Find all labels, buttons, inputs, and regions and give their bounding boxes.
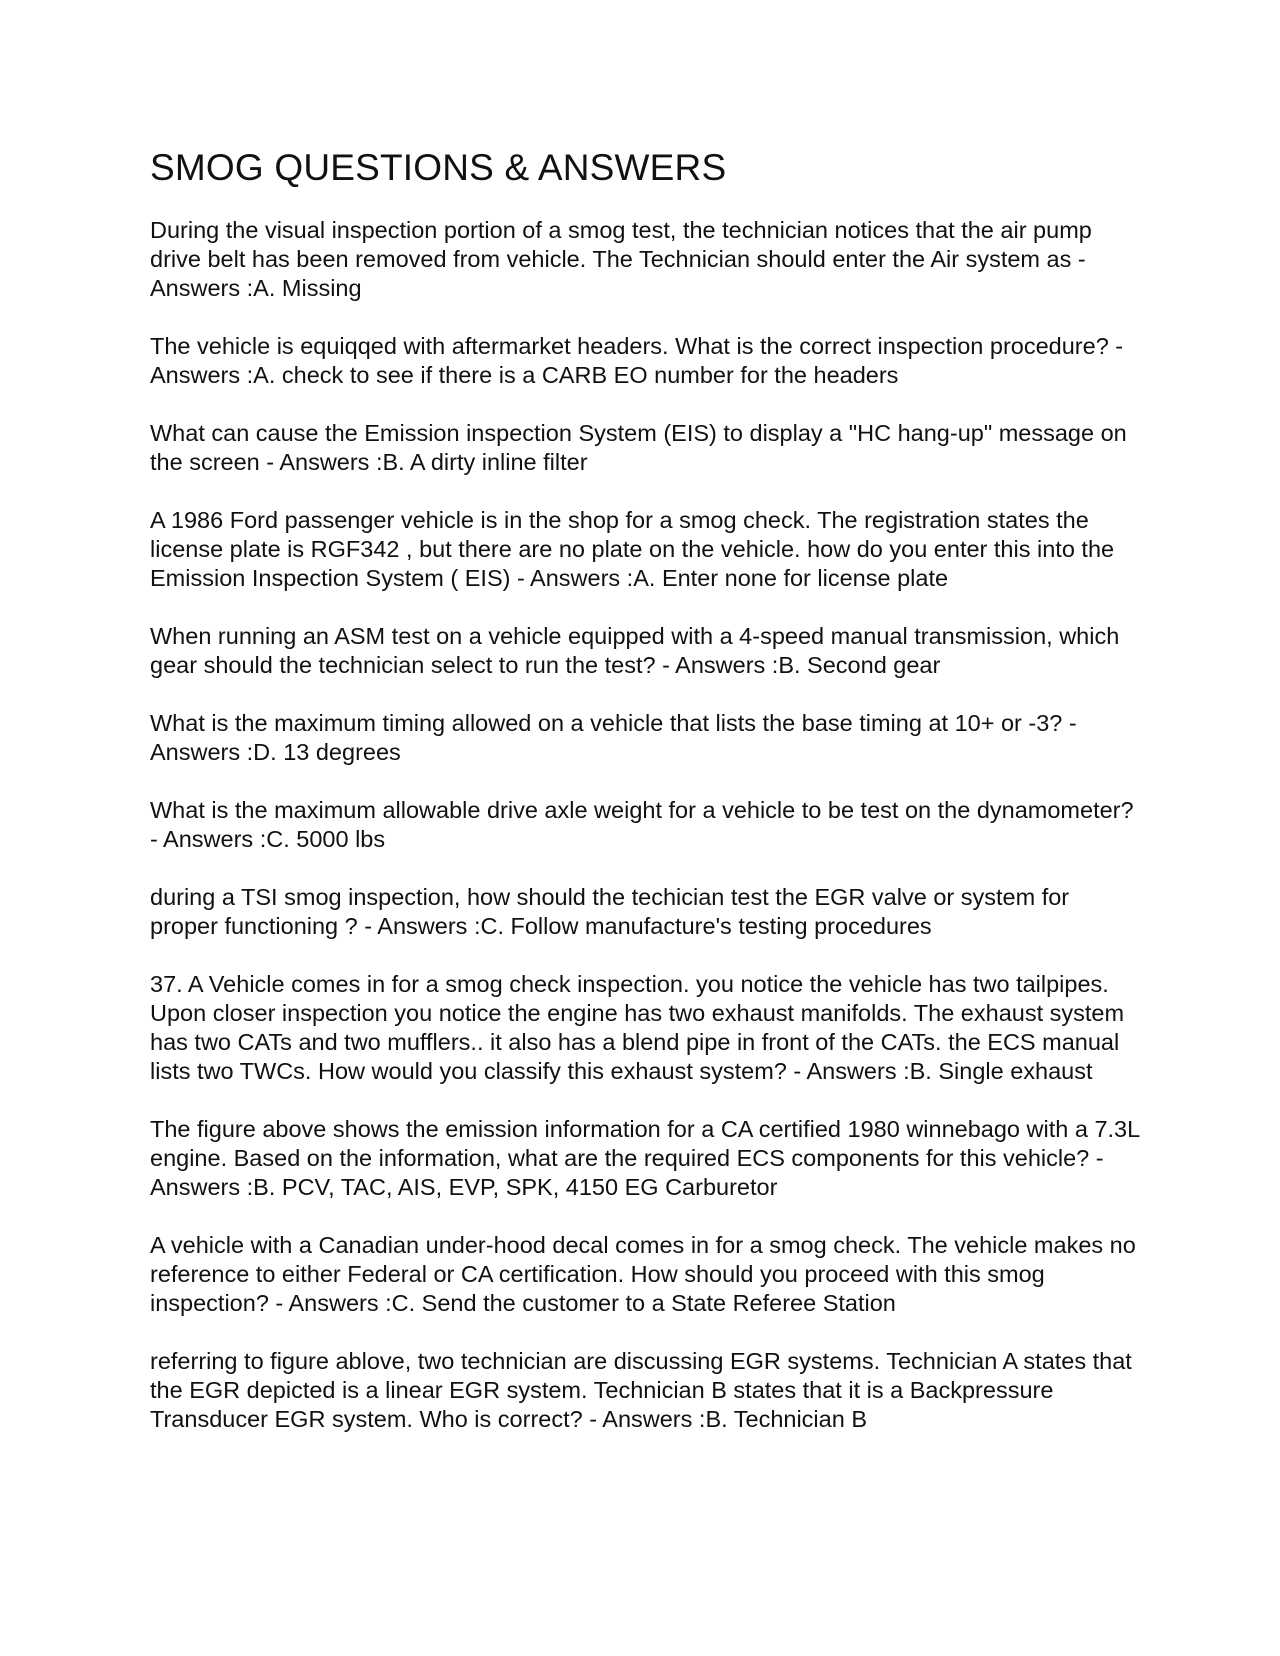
document-title: SMOG QUESTIONS & ANSWERS (150, 147, 727, 188)
qa-item-10: The figure above shows the emission information for a CA certified 1980 winnebago with a 7.3L engine. Based on the information, what are the required ECS components for this vehicle? - Answers :B. PCV, TAC, AIS, EVP, SPK, 4150 EG Carburetor (150, 1116, 1140, 1201)
qa-item-2: The vehicle is equiqqed with aftermarket headers. What is the correct inspection procedure? - Answers :A. check to see if there is a CARB EO number for the headers (150, 333, 1124, 389)
qa-item-12: referring to figure ablove, two technician are discussing EGR systems. Technician A states that the EGR depicted is a linear EGR system. Technician B states that it is a Backpressure Transducer EGR system. Who is correct? - Answers :B. Technician B (150, 1348, 1132, 1433)
qa-item-7: What is the maximum allowable drive axle weight for a vehicle to be test on the dynamometer? - Answers :C. 5000 lbs (150, 797, 1134, 853)
qa-list (150, 216, 1140, 1434)
qa-item-4: A 1986 Ford passenger vehicle is in the shop for a smog check. The registration states the license plate is RGF342 , but there are no plate on the vehicle. how do you enter this into the Emission Inspection System ( EIS) - Answers :A. Enter none for license plate (150, 507, 1115, 592)
qa-item-6: What is the maximum timing allowed on a vehicle that lists the base timing at 10+ or -3? - Answers :D. 13 degrees (150, 710, 1077, 766)
qa-item-5: When running an ASM test on a vehicle equipped with a 4-speed manual transmission, which gear should the technician select to run the test? - Answers :B. Second gear (150, 623, 1120, 679)
qa-item-11: A vehicle with a Canadian under-hood decal comes in for a smog check. The vehicle makes no reference to either Federal or CA certification. How should you proceed with this smog inspection? - Answers :C. Send the customer to a State Referee Station (150, 1232, 1136, 1317)
document-page (150, 146, 1140, 1463)
qa-item-8: during a TSI smog inspection, how should the techician test the EGR valve or system for proper functioning ? - Answers :C. Follow manufacture's testing procedures (150, 884, 1070, 940)
qa-item-1: During the visual inspection portion of a smog test, the technician notices that the air pump drive belt has been removed from vehicle. The Technician should enter the Air system as - Answers :A. Missing (150, 217, 1092, 302)
qa-item-3: What can cause the Emission inspection System (EIS) to display a "HC hang-up" message on the screen - Answers :B. A dirty inline filter (150, 420, 1127, 476)
qa-item-9: 37. A Vehicle comes in for a smog check inspection. you notice the vehicle has two tailpipes. Upon closer inspection you notice the engine has two exhaust manifolds. The exhaust system has two CATs and two mufflers.. it also has a blend pipe in front of the CATs. the ECS manual lists two TWCs. How would you classify this exhaust system? - Answers :B. Single exhaust (150, 971, 1125, 1085)
